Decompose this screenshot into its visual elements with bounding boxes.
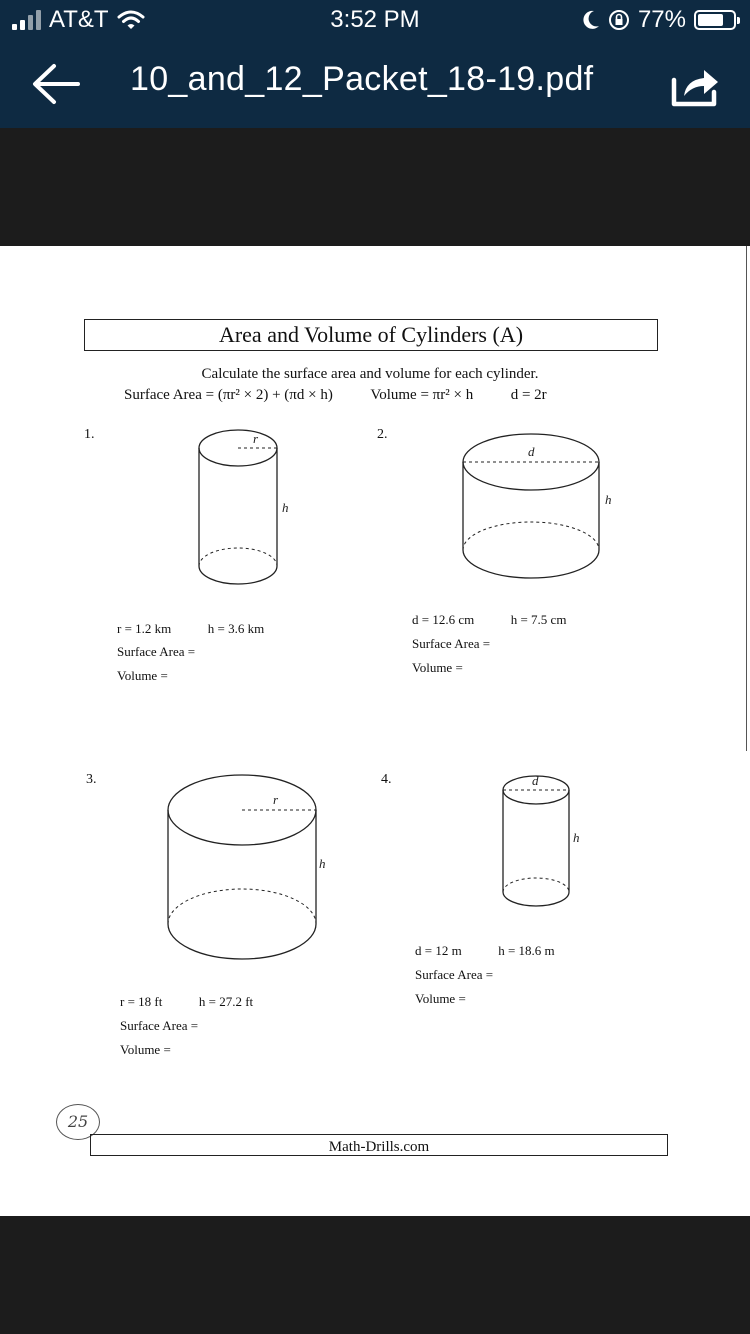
navigation-bar — [0, 40, 750, 128]
page-edge-line — [746, 246, 747, 751]
problem-2-number: 2. — [377, 427, 388, 442]
problem-4-given-d: d = 12 m — [415, 943, 462, 958]
surface-area-formula: Surface Area = (πr² × 2) + (πd × h) — [124, 387, 333, 403]
cylinder-2-diagram — [460, 432, 620, 584]
problem-3-surface-area: Surface Area = — [120, 1018, 199, 1033]
cylinder-3-diagram — [165, 772, 335, 972]
worksheet-title: Area and Volume of Cylinders (A) — [84, 319, 658, 351]
cylinder-4-diagram — [500, 772, 590, 912]
clock: 3:52 PM — [330, 6, 420, 33]
diameter-formula: d = 2r — [510, 387, 547, 403]
problem-4-givens — [415, 943, 555, 959]
problem-2-givens — [412, 612, 566, 628]
cylinder-3-height-label: h — [319, 856, 326, 871]
problem-3-givens — [120, 994, 253, 1010]
battery-percent: 77% — [637, 6, 686, 33]
volume-formula: Volume = πr² × h — [370, 387, 474, 403]
problem-4-number: 4. — [381, 772, 392, 787]
cylinder-4-diameter-label: d — [532, 773, 539, 788]
problem-1-number: 1. — [84, 427, 95, 442]
cylinder-1-height-label: h — [282, 500, 289, 515]
problem-1-surface-area: Surface Area = — [117, 644, 196, 659]
status-bar — [0, 0, 750, 40]
formula-line — [124, 387, 547, 404]
problem-2-surface-area: Surface Area = — [412, 636, 491, 651]
cylinder-4-height-label: h — [573, 830, 580, 845]
moon-icon — [582, 10, 600, 30]
back-arrow-icon[interactable] — [30, 62, 82, 106]
problem-2-given-h: h = 7.5 cm — [510, 612, 567, 627]
problem-1-given-h: h = 3.6 km — [207, 621, 265, 636]
problem-2-volume: Volume = — [412, 660, 463, 675]
problem-1-givens — [117, 621, 264, 637]
carrier-label: AT&T — [49, 6, 109, 33]
problem-4-given-h: h = 18.6 m — [498, 943, 555, 958]
pdf-page[interactable] — [0, 246, 750, 1216]
rotation-lock-icon — [608, 9, 630, 31]
problem-1-volume: Volume = — [117, 668, 168, 683]
problem-4-volume: Volume = — [415, 991, 466, 1006]
battery-icon — [694, 10, 736, 30]
problem-3-given-r: r = 18 ft — [120, 994, 163, 1009]
cylinder-1-radius-label: r — [253, 431, 259, 446]
cylinder-2-height-label: h — [605, 492, 612, 507]
handwritten-page-number: 25 — [56, 1104, 100, 1140]
document-title: 10_and_12_Packet_18-19.pdf — [130, 60, 594, 98]
problem-3-volume: Volume = — [120, 1042, 171, 1057]
instructions: Calculate the surface area and volume for each cylinder. — [201, 366, 539, 382]
viewer-background-bottom — [0, 1216, 750, 1334]
share-icon[interactable] — [670, 62, 720, 108]
problem-4-surface-area: Surface Area = — [415, 967, 494, 982]
cylinder-3-radius-label: r — [273, 792, 279, 807]
problem-3-number: 3. — [86, 772, 97, 787]
cylinder-2-diameter-label: d — [528, 444, 535, 459]
viewer-background-top — [0, 128, 750, 246]
problem-2-given-d: d = 12.6 cm — [412, 612, 475, 627]
problem-3-given-h: h = 27.2 ft — [198, 994, 254, 1009]
footer-source: Math-Drills.com — [90, 1134, 668, 1156]
cylinder-1-diagram — [196, 426, 306, 588]
problem-1-given-r: r = 1.2 km — [117, 621, 172, 636]
